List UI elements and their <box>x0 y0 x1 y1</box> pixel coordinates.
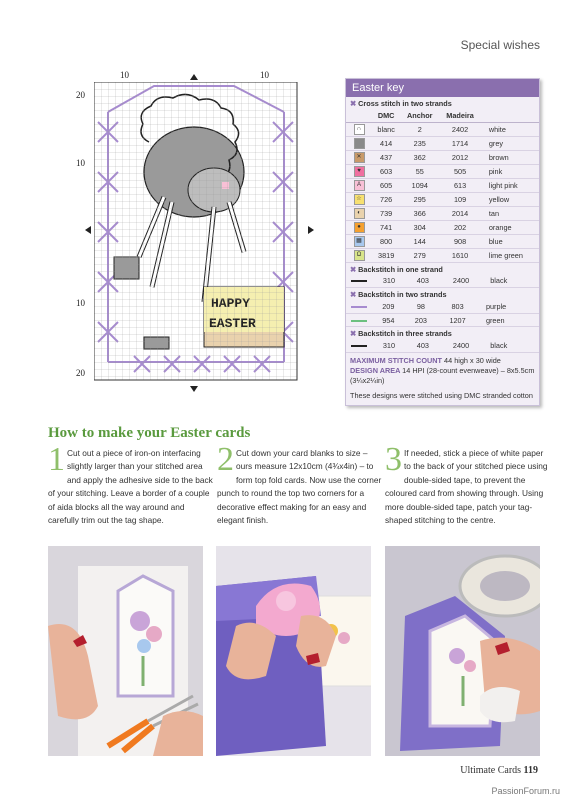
color-swatch: ♥ <box>354 166 365 177</box>
line-swatch <box>351 280 367 282</box>
key-row <box>346 300 539 313</box>
key-anchor: 203 <box>405 313 438 327</box>
key-anchor: 403 <box>406 275 440 288</box>
color-swatch: ✕ <box>354 152 365 163</box>
photo-corner-punch <box>216 546 371 756</box>
key-madeira: 505 <box>439 164 481 178</box>
key-name: white <box>481 122 539 136</box>
key-note: These designs were stitched using DMC stranded cotton <box>350 390 533 400</box>
photo-trimming-stitching <box>48 546 203 756</box>
step-text: If needed, stick a piece of white paper to the back of your stitched piece using double-sided tape, to prevent the coloured card from showing through. Using more double-sided tape, patch your tag-shaped stitching to the centre. <box>385 448 548 526</box>
key-row <box>346 234 539 248</box>
key-madeira: 803 <box>437 300 478 313</box>
key-symbol <box>346 248 372 262</box>
step-text: Cut out a piece of iron-on interfacing slightly larger than your stitched area and apply the adhesive side to the back of your stitching. Leave a border of a couple of aida blocks all the way around and carefully trim out the tag shape. <box>48 448 213 526</box>
key-madeira: 202 <box>439 220 481 234</box>
key-anchor: 235 <box>400 136 439 150</box>
color-swatch: ∩ <box>354 124 365 135</box>
color-swatch <box>354 138 365 149</box>
line-swatch <box>351 320 367 322</box>
key-section-back1: ✖ Backstitch in one strand <box>350 264 443 274</box>
key-name: lime green <box>481 248 539 262</box>
chart-left-label: 10 <box>76 158 85 168</box>
cross-stitch-table <box>346 109 539 263</box>
color-swatch: ● <box>354 222 365 233</box>
key-row <box>346 150 539 164</box>
key-dmc: 741 <box>372 220 400 234</box>
color-swatch: ◐ <box>354 208 365 219</box>
key-madeira: 613 <box>439 178 481 192</box>
key-symbol <box>346 206 372 220</box>
key-dmc: 414 <box>372 136 400 150</box>
key-row <box>346 313 539 327</box>
step-1 <box>48 441 213 527</box>
key-name: grey <box>481 136 539 150</box>
key-line <box>346 339 372 352</box>
key-dmc: 310 <box>372 275 406 288</box>
step-number: 2 <box>217 441 234 478</box>
key-symbol <box>346 136 372 150</box>
key-name: purple <box>478 300 539 313</box>
col-dmc: DMC <box>372 109 400 122</box>
key-anchor: 403 <box>406 339 440 352</box>
chart-left-label: 20 <box>76 368 85 378</box>
key-dmc: 3819 <box>372 248 400 262</box>
key-anchor: 304 <box>400 220 439 234</box>
key-name: yellow <box>481 192 539 206</box>
key-symbol <box>346 178 372 192</box>
key-row <box>346 339 539 352</box>
step-number: 1 <box>48 441 65 478</box>
step-2 <box>217 441 382 527</box>
backstitch-two-table <box>346 300 539 327</box>
key-madeira: 2400 <box>440 275 482 288</box>
chart-top-label: 10 <box>260 70 269 80</box>
key-name: green <box>478 313 539 327</box>
key-title: Easter key <box>346 79 539 97</box>
key-section-cross: ✖ Cross stitch in two strands <box>350 99 452 108</box>
key-row <box>346 178 539 192</box>
key-section-back3: ✖ Backstitch in three strands <box>350 329 452 339</box>
key-row <box>346 220 539 234</box>
backstitch-three-table <box>346 339 539 353</box>
magazine-name: Ultimate Cards <box>460 765 522 776</box>
key-line <box>346 313 372 327</box>
key-line <box>346 300 372 313</box>
col-madeira: Madeira <box>439 109 481 122</box>
key-symbol <box>346 150 372 164</box>
key-madeira: 2014 <box>439 206 481 220</box>
page-footer <box>460 765 538 776</box>
key-row <box>346 164 539 178</box>
chart-top-label: 10 <box>120 70 129 80</box>
key-anchor: 366 <box>400 206 439 220</box>
stitch-count-info: MAXIMUM STITCH COUNT 44 high x 30 wide DESIGN AREA 14 HPI (28-count evenweave) – 8x5.5cm (3¼x2¼in) <box>350 355 535 385</box>
key-name: pink <box>481 164 539 178</box>
color-swatch: A <box>354 180 365 191</box>
key-dmc: 726 <box>372 192 400 206</box>
key-anchor: 144 <box>400 234 439 248</box>
key-row <box>346 122 539 136</box>
key-symbol <box>346 234 372 248</box>
chart-left-label: 10 <box>76 298 85 308</box>
step-text: Cut down your card blanks to size – ours measure 12x10cm (4¾x4in) – to form top fold cards. Now use the corner punch to round the top two corners for a decorative effect making for an easy and elegant finish. <box>217 448 382 526</box>
chart-left-label: 20 <box>76 90 85 100</box>
key-anchor: 279 <box>400 248 439 262</box>
key-dmc: 310 <box>372 339 406 352</box>
key-row <box>346 275 539 288</box>
key-anchor: 2 <box>400 122 439 136</box>
key-dmc: 437 <box>372 150 400 164</box>
photo-double-sided-tape <box>385 546 540 756</box>
cross-stitch-chart <box>76 70 332 390</box>
key-anchor: 295 <box>400 192 439 206</box>
key-section-back2: ✖ Backstitch in two strands <box>350 290 447 300</box>
page-number: 119 <box>523 765 538 776</box>
key-madeira: 1714 <box>439 136 481 150</box>
color-swatch: ☆ <box>354 194 365 205</box>
key-symbol <box>346 122 372 136</box>
key-name: orange <box>481 220 539 234</box>
backstitch-one-table <box>346 275 539 289</box>
key-line <box>346 275 372 288</box>
key-anchor: 362 <box>400 150 439 164</box>
key-anchor: 55 <box>400 164 439 178</box>
key-dmc: 800 <box>372 234 400 248</box>
key-dmc: 954 <box>372 313 405 327</box>
line-swatch <box>351 345 367 347</box>
key-name: light pink <box>481 178 539 192</box>
key-madeira: 1610 <box>439 248 481 262</box>
key-dmc: 605 <box>372 178 400 192</box>
key-name: blue <box>481 234 539 248</box>
key-anchor: 98 <box>405 300 438 313</box>
key-dmc: 603 <box>372 164 400 178</box>
key-madeira: 2402 <box>439 122 481 136</box>
line-swatch <box>351 306 367 308</box>
color-swatch: Ω <box>354 250 365 261</box>
key-madeira: 109 <box>439 192 481 206</box>
watermark: PassionForum.ru <box>491 786 560 796</box>
key-madeira: 908 <box>439 234 481 248</box>
step-number: 3 <box>385 441 402 478</box>
key-anchor: 1094 <box>400 178 439 192</box>
section-header: Special wishes <box>460 38 540 52</box>
color-swatch: ▦ <box>354 236 365 247</box>
key-row <box>346 192 539 206</box>
key-dmc: blanc <box>372 122 400 136</box>
step-3 <box>385 441 550 527</box>
key-symbol <box>346 220 372 234</box>
key-name: tan <box>481 206 539 220</box>
key-symbol <box>346 192 372 206</box>
key-symbol <box>346 164 372 178</box>
key-dmc: 739 <box>372 206 400 220</box>
key-dmc: 209 <box>372 300 405 313</box>
key-madeira: 1207 <box>437 313 478 327</box>
key-madeira: 2012 <box>439 150 481 164</box>
easter-key <box>345 78 540 406</box>
col-anchor: Anchor <box>400 109 439 122</box>
key-name: black <box>482 339 539 352</box>
key-name: brown <box>481 150 539 164</box>
key-madeira: 2400 <box>440 339 482 352</box>
key-row <box>346 206 539 220</box>
key-row <box>346 136 539 150</box>
key-row <box>346 248 539 262</box>
how-to-title: How to make your Easter cards <box>48 425 251 441</box>
key-name: black <box>482 275 539 288</box>
chart-center-arrows <box>82 70 332 400</box>
